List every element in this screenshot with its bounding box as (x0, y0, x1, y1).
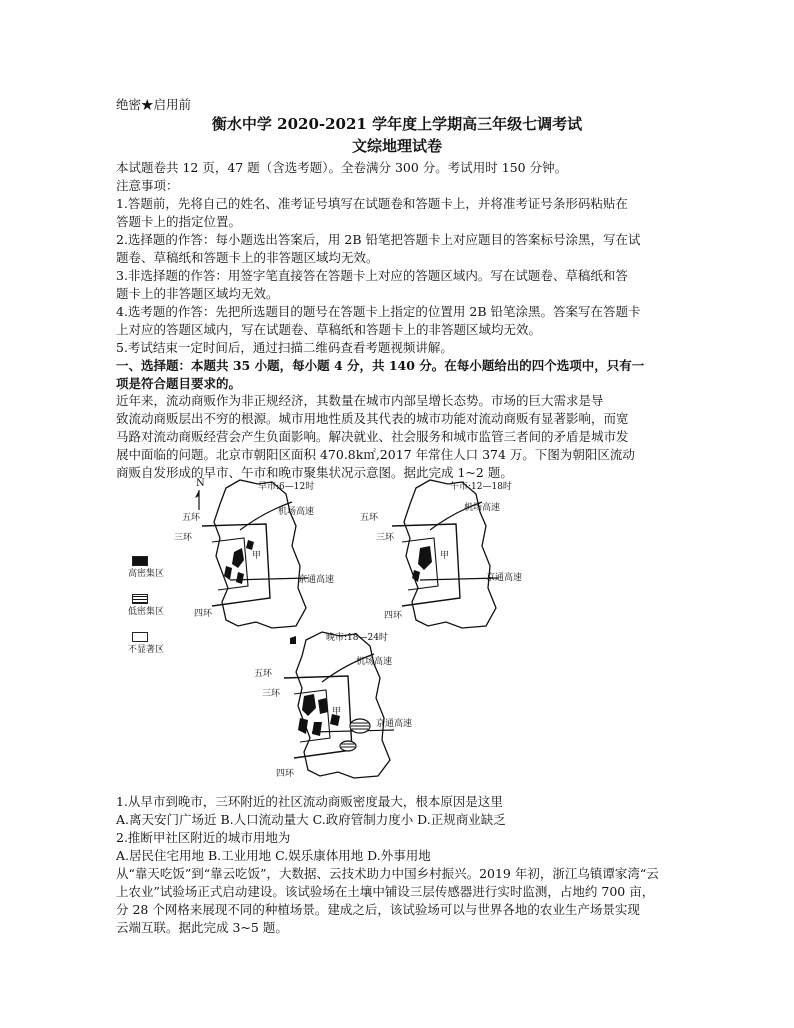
section-heading: 一、选择题：本题共 35 小题，每小题 4 分，共 140 分。在每小题给出的四个选项中，只有一 (116, 358, 645, 373)
map-evening-ring4: 四环 (276, 769, 295, 779)
passage-line: 分 28 个网格来展现不同的种植场景。建成之后，该试验场可以与世界各地的农业生产场景实现 (116, 902, 640, 917)
legend-swatch-low (132, 594, 148, 604)
note-line: 3.非选择题的作答：用签字笔直接答在答题卡上对应的答题区域内。写在试题卷、草稿纸和答 (116, 268, 628, 283)
map-morning-ring3: 三环 (174, 533, 193, 543)
map-evening-ring3: 三环 (262, 689, 281, 699)
note-line: 4.选考题的作答：先把所选题目的题号在答题卡上指定的位置用 2B 铅笔涂黑。答案写在答题卡 (116, 304, 641, 319)
map-morning-jingtong: 京通高速 (298, 575, 335, 585)
map-evening (248, 626, 428, 786)
passage-line: 展中面临的问题。北京市朝阳区面积 470.8k㎡,2017 年常住人口 374 万。下图为朝阳区流动 (116, 447, 635, 462)
passage-line: 近年来，流动商贩作为非正规经济，其数量在城市内部呈增长态势。市场的巨大需求是导 (116, 393, 604, 408)
note-line: 上对应的答题区域内，写在试题卷、草稿纸和答题卡上的非答题区域均无效。 (116, 322, 542, 337)
note-line: 2.选择题的作答：每小题选出答案后，用 2B 铅笔把答题卡上对应题目的答案标号涂黑，写在试 (116, 232, 641, 247)
map-noon-ring4: 四环 (384, 611, 403, 621)
map-noon-ring3: 三环 (376, 533, 395, 543)
question-2-options: A.居民住宅用地 B.工业用地 C.娱乐康体用地 D.外事用地 (116, 848, 431, 863)
map-evening-airport: 机场高速 (356, 657, 393, 667)
notes-heading: 注意事项： (116, 178, 179, 193)
north-label: N (196, 478, 205, 489)
map-evening-jingtong: 京通高速 (376, 719, 413, 729)
exam-intro: 本试题卷共 12 页，47 题（含选考题）。全卷满分 300 分。考试用时 150 分钟。 (116, 160, 568, 175)
legend-label-none: 不显著区 (128, 645, 165, 655)
chaoyang-vendor-figure (128, 476, 538, 786)
passage-line: 马路对流动商贩经营会产生负面影响。解决就业、社会服务和城市监管三者间的矛盾是城市发 (116, 429, 629, 444)
exam-title: 衡水中学 2020-2021 学年度上学期高三年级七调考试 (211, 115, 583, 133)
map-noon-ring5: 五环 (360, 513, 379, 523)
passage-line: 从“靠天吃饭”到“靠云吃饭”，大数据、云技术助力中国乡村振兴。2019 年初，浙江乌镇谭家湾“云 (116, 866, 659, 881)
map-noon-jia: 甲 (440, 551, 450, 561)
note-line: 题卡上的非答题区域均无效。 (116, 286, 279, 301)
confidential-mark: 绝密★启用前 (116, 97, 192, 112)
legend-label-high: 高密集区 (128, 569, 165, 579)
map-morning-ring5: 五环 (182, 513, 201, 523)
map-evening-ring5: 五环 (254, 669, 273, 679)
map-noon (358, 476, 528, 636)
note-line: 答题卡上的指定位置。 (116, 214, 242, 229)
question-2-stem: 2.推断甲社区附近的城市用地为 (116, 830, 291, 845)
map-evening-jia: 甲 (332, 707, 342, 717)
map-noon-airport: 机场高速 (464, 503, 501, 513)
note-line: 题卷、草稿纸和答题卡上的非答题区域均无效。 (116, 250, 379, 265)
note-line: 1.答题前，先将自己的姓名、准考证号填写在试题卷和答题卡上，并将准考证号条形码粘贴在 (116, 196, 628, 211)
passage-line: 致流动商贩层出不穷的根源。城市用地性质及其代表的城市功能对流动商贩有显著影响，而宽 (116, 411, 629, 426)
map-morning (168, 476, 338, 636)
section-heading-cont: 项是符合题目要求的。 (116, 376, 242, 391)
legend-label-low: 低密集区 (128, 607, 165, 617)
legend-swatch-high (132, 556, 148, 566)
question-1-options: A.离天安门广场近 B.人口流动量大 C.政府管制力度小 D.正规商业缺乏 (116, 812, 506, 827)
map-noon-jingtong: 京通高速 (486, 573, 523, 583)
passage-line: 云端互联。据此完成 3~5 题。 (116, 920, 288, 935)
map-morning-title: 早市:6—12时 (258, 482, 315, 492)
question-1-stem: 1.从早市到晚市，三环附近的社区流动商贩密度最大，根本原因是这里 (116, 794, 503, 809)
map-legend (128, 556, 164, 656)
note-line: 5.考试结束一定时间后，通过扫描二维码查看考题视频讲解。 (116, 340, 453, 355)
exam-subtitle: 文综地理试卷 (351, 137, 442, 155)
legend-swatch-none (132, 632, 148, 642)
map-evening-title: 晚市:18—24时 (326, 633, 388, 643)
map-noon-title: 午市:12—18时 (450, 482, 512, 492)
passage-line: 商贩自发形成的早市、午市和晚市聚集状况示意图。据此完成 1~2 题。 (116, 465, 513, 480)
map-morning-ring4: 四环 (194, 609, 213, 619)
passage-line: 上农业”试验场正式启动建设。该试验场在土壤中铺设三层传感器进行实时监测，占地约 700 亩， (116, 884, 655, 899)
map-morning-jia: 甲 (252, 551, 262, 561)
map-morning-airport: 机场高速 (278, 507, 315, 517)
